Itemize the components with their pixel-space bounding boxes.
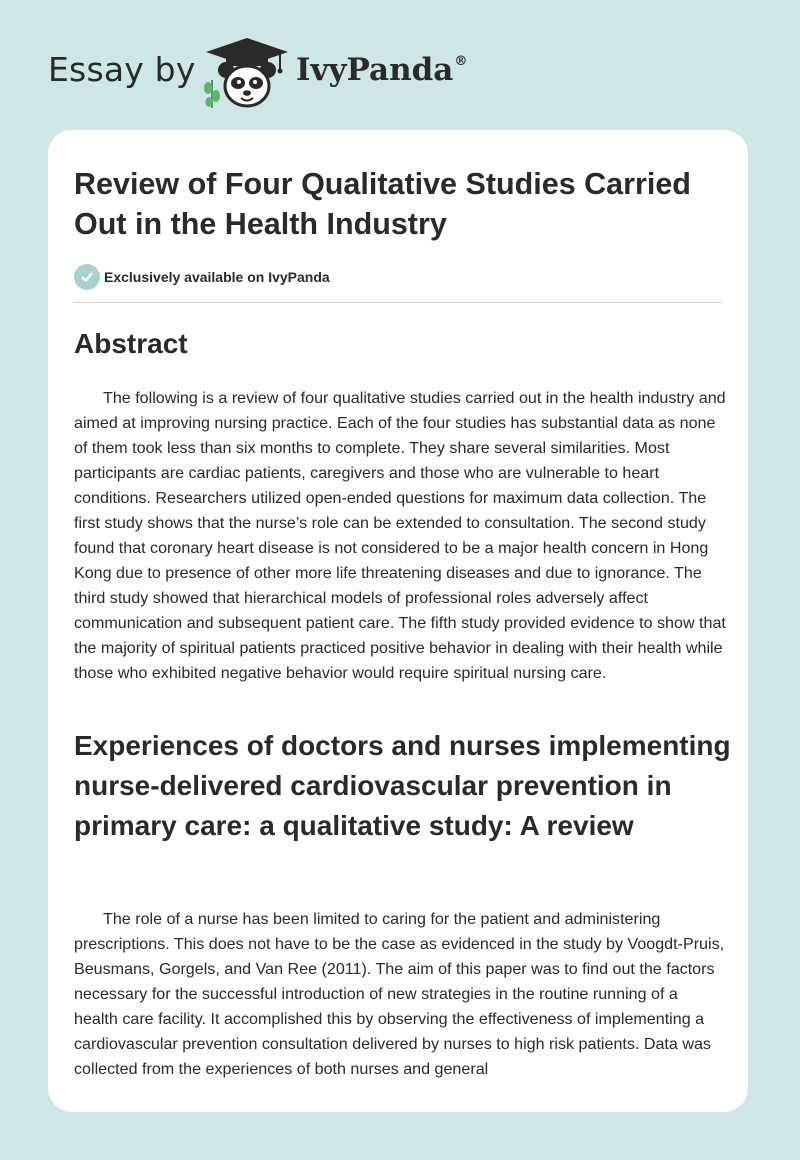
review-paragraph: The role of a nurse has been limited to caring for the patient and administering prescriptions. This does not have to be the case as evidenced in the study by Voogdt-Pruis, Beusmans, Gorgels, and Van Ree (2011). The aim of this paper was to find out the factors necessary for the successful introduction of new strategies in the routine running of a health care facility. It accomplished this by observing the effectiveness of implementing a cardiovascular prevention consultation delivered by nurses to high risk patients. Data was collected from the experiences of both nurses and general: [74, 910, 725, 1078]
panda-mascot-icon: [202, 36, 292, 110]
exclusive-badge-label: Exclusively available on IvyPanda: [104, 269, 330, 285]
essay-card: [48, 130, 748, 1112]
abstract-paragraph: The following is a review of four qualitative studies carried out in the health industry and aimed at improving nursing practice. Each of the four studies has substantial data as none of them took less than six months to complete. They share several similarities. Most participants are cardiac patients, caregivers and those who are vulnerable to heart conditions. Researchers utilized open-ended questions for maximum data collection. The first study shows that the nurse’s role can be extended to consultation. The second study found that coronary heart disease is not considered to be a major health concern in Hong Kong due to presence of other more life threatening diseases and due to ignorance. The third study showed that hierarchical models of professional roles adversely affect communication and subsequent patient care. The fifth study provided evidence to show that the majority of spiritual patients practiced positive behavior in dealing with their health while those who exhibited negative behavior would require spiritual nursing care.: [74, 389, 726, 682]
check-icon: [74, 264, 100, 290]
review-heading: Experiences of doctors and nurses implementing nurse-delivered cardiovascular prevention in primary care: a qualitative study: A review: [74, 730, 731, 841]
brand-logo[interactable]: [296, 52, 467, 88]
essay-by-label: Essay by: [48, 50, 196, 89]
essay-title: Review of Four Qualitative Studies Carried Out in the Health Industry: [74, 167, 691, 241]
brand-name: IvyPanda: [296, 52, 454, 88]
registered-mark: ®: [454, 54, 468, 69]
abstract-heading: Abstract: [74, 328, 188, 359]
divider: [74, 302, 722, 303]
exclusive-badge: [74, 263, 330, 291]
site-header: [0, 0, 800, 130]
